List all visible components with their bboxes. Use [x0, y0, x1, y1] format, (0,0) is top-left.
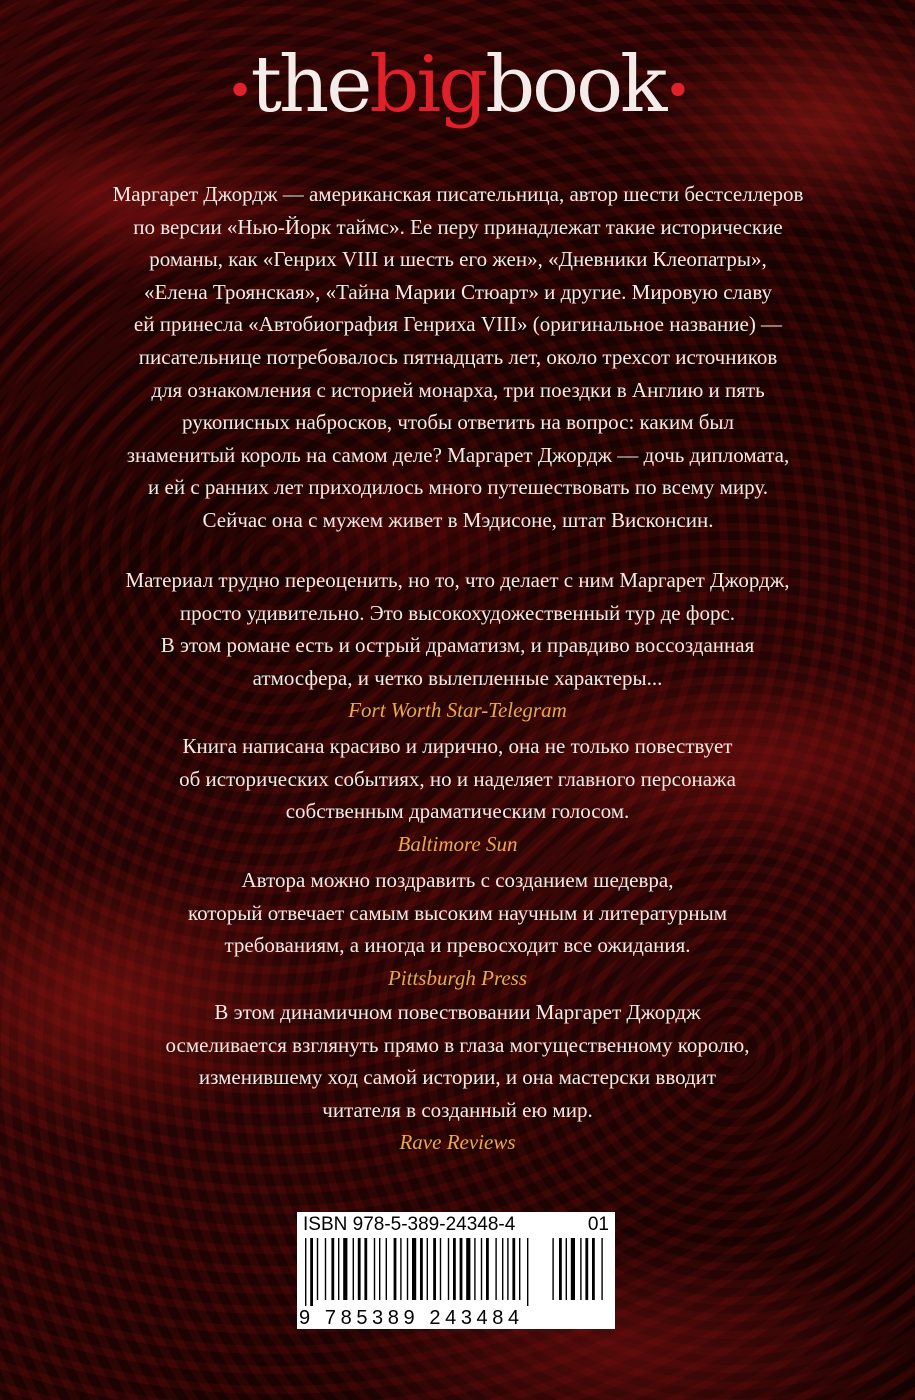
barcode-bar	[502, 1238, 503, 1300]
quote-source: Pittsburgh Press	[387, 965, 528, 990]
bio-line: рукописных набросков, чтобы ответить на вопрос: каким был	[181, 410, 735, 435]
barcode-addon-bar	[552, 1238, 553, 1300]
logo-the: the	[250, 40, 370, 130]
barcode-bar	[440, 1238, 441, 1300]
barcode-bar	[394, 1238, 397, 1300]
barcode-bar	[433, 1238, 436, 1300]
quote-line: требованиям, а иногда и превосходит все ожидания.	[224, 933, 691, 958]
barcode-bar	[519, 1238, 520, 1300]
barcode-bar	[310, 1238, 313, 1306]
review-quote	[40, 564, 875, 727]
quote-line: который отвечает самым высоким научным и литературным	[187, 900, 728, 925]
logo-book: book	[485, 40, 665, 130]
barcode-bar	[466, 1238, 470, 1300]
quote-line: изменившему ход самой истории, и она мастерски вводит	[198, 1065, 717, 1090]
logo-dot-left: •	[226, 63, 251, 118]
author-biography	[58, 178, 858, 537]
barcode-bar	[305, 1238, 306, 1306]
bio-line: и ей с ранних лет приходилось много путешествовать по всему миру.	[148, 475, 768, 500]
publisher-logo	[0, 40, 915, 130]
bio-line: ей принесла «Автобиография Генриха VIII» (оригинальное название) —	[133, 312, 783, 337]
logo-dot-right: •	[664, 63, 689, 118]
barcode-bar	[420, 1238, 423, 1300]
barcode-addon-bar	[601, 1238, 602, 1300]
bio-line: Маргарет Джордж — американская писательница, автор шести бестселлеров	[112, 182, 804, 206]
isbn-header	[303, 1214, 609, 1236]
quote-line: Материал трудно переоценить, но то, что делает с ним Маргарет Джордж,	[125, 568, 790, 592]
quote-line: атмосфера, и четко вылепленные характеры...	[252, 665, 663, 690]
barcode-bar	[412, 1238, 416, 1300]
barcode-bar	[460, 1238, 463, 1300]
barcode-bar	[317, 1238, 318, 1300]
barcode-addon-bar	[559, 1238, 562, 1300]
barcode-bar	[481, 1238, 482, 1300]
barcode-addon-bar	[566, 1238, 567, 1300]
barcode-bar	[507, 1238, 508, 1300]
barcode-bars	[297, 1238, 615, 1308]
barcode-bar	[358, 1238, 361, 1300]
barcode-bar	[474, 1238, 475, 1300]
barcode-bar	[407, 1238, 408, 1300]
barcode-bar	[486, 1238, 489, 1300]
barcode-bar	[400, 1238, 401, 1300]
barcode-addon-bar	[585, 1238, 588, 1300]
logo-big: big	[369, 40, 486, 130]
barcode-bar	[448, 1238, 449, 1300]
isbn-addon: 01	[587, 1214, 609, 1235]
quote-source: Fort Worth Star-Telegram	[348, 698, 567, 723]
quote-line: об исторических событиях, но и наделяет главного персонажа	[179, 766, 736, 791]
bio-line: романы, как «Генрих VIII и шесть его жен», «Дневники Клеопатры»,	[149, 247, 767, 272]
isbn-label: ISBN 978-5-389-24348-4	[303, 1214, 516, 1235]
bio-line: «Елена Троянская», «Тайна Марии Стюарт» и другие. Мировую славу	[143, 279, 773, 304]
barcode-bar	[512, 1238, 515, 1300]
quote-source: Baltimore Sun	[397, 831, 518, 856]
barcode-bar	[331, 1238, 334, 1300]
barcode-addon-bar	[592, 1238, 595, 1300]
quote-line: Автора можно поздравить с созданием шедевра,	[241, 868, 674, 892]
quote-line: собственным драматическим голосом.	[285, 799, 630, 824]
isbn-barcode	[297, 1212, 615, 1329]
bio-line: для ознакомления с историей монарха, три поездки в Англию и пять	[151, 377, 765, 402]
barcode-bar	[343, 1238, 347, 1300]
isbn-digits: 9 785389 243484	[299, 1307, 524, 1329]
quote-line: читателя в созданный ею мир.	[322, 1097, 593, 1122]
quote-line: Книга написана красиво и лирично, она не только повествует	[182, 734, 733, 758]
barcode-bar	[374, 1238, 375, 1300]
barcode-bar	[379, 1238, 380, 1300]
barcode-bar	[386, 1238, 387, 1300]
review-quote	[40, 996, 875, 1159]
quote-line: просто удивительно. Это высокохудожественный тур де форс.	[179, 600, 736, 625]
barcode-bar	[427, 1238, 428, 1300]
barcode-addon-bar	[580, 1238, 581, 1300]
barcode-bar	[453, 1238, 456, 1300]
barcode-bar	[338, 1238, 339, 1300]
barcode-addon-bar	[571, 1238, 575, 1300]
quote-line: осмеливается взглянуть прямо в глаза могущественному королю,	[165, 1032, 750, 1057]
review-quote	[40, 730, 875, 860]
bio-line: по версии «Нью-Йорк таймс». Ее перу принадлежат такие исторические	[133, 214, 783, 239]
quote-line: В этом романе есть и острый драматизм, и правдиво воссозданная	[160, 633, 755, 658]
bio-line: писательнице потребовалось пятнадцать лет, около трехсот источников	[138, 344, 778, 369]
barcode-bar	[527, 1238, 528, 1306]
barcode-bar	[364, 1238, 367, 1300]
bio-line: Сейчас она с мужем живет в Мэдисоне, штат Висконсин.	[202, 507, 714, 532]
quote-source: Rave Reviews	[399, 1130, 516, 1155]
bio-line: знаменитый король на самом деле? Маргарет Джордж — дочь дипломата,	[126, 442, 790, 467]
barcode-bar	[495, 1238, 496, 1300]
barcode-bar	[325, 1238, 326, 1300]
barcode-bar	[353, 1238, 354, 1300]
review-quote	[40, 864, 875, 994]
quote-line: В этом динамичном повествовании Маргарет Джордж	[214, 1000, 701, 1024]
